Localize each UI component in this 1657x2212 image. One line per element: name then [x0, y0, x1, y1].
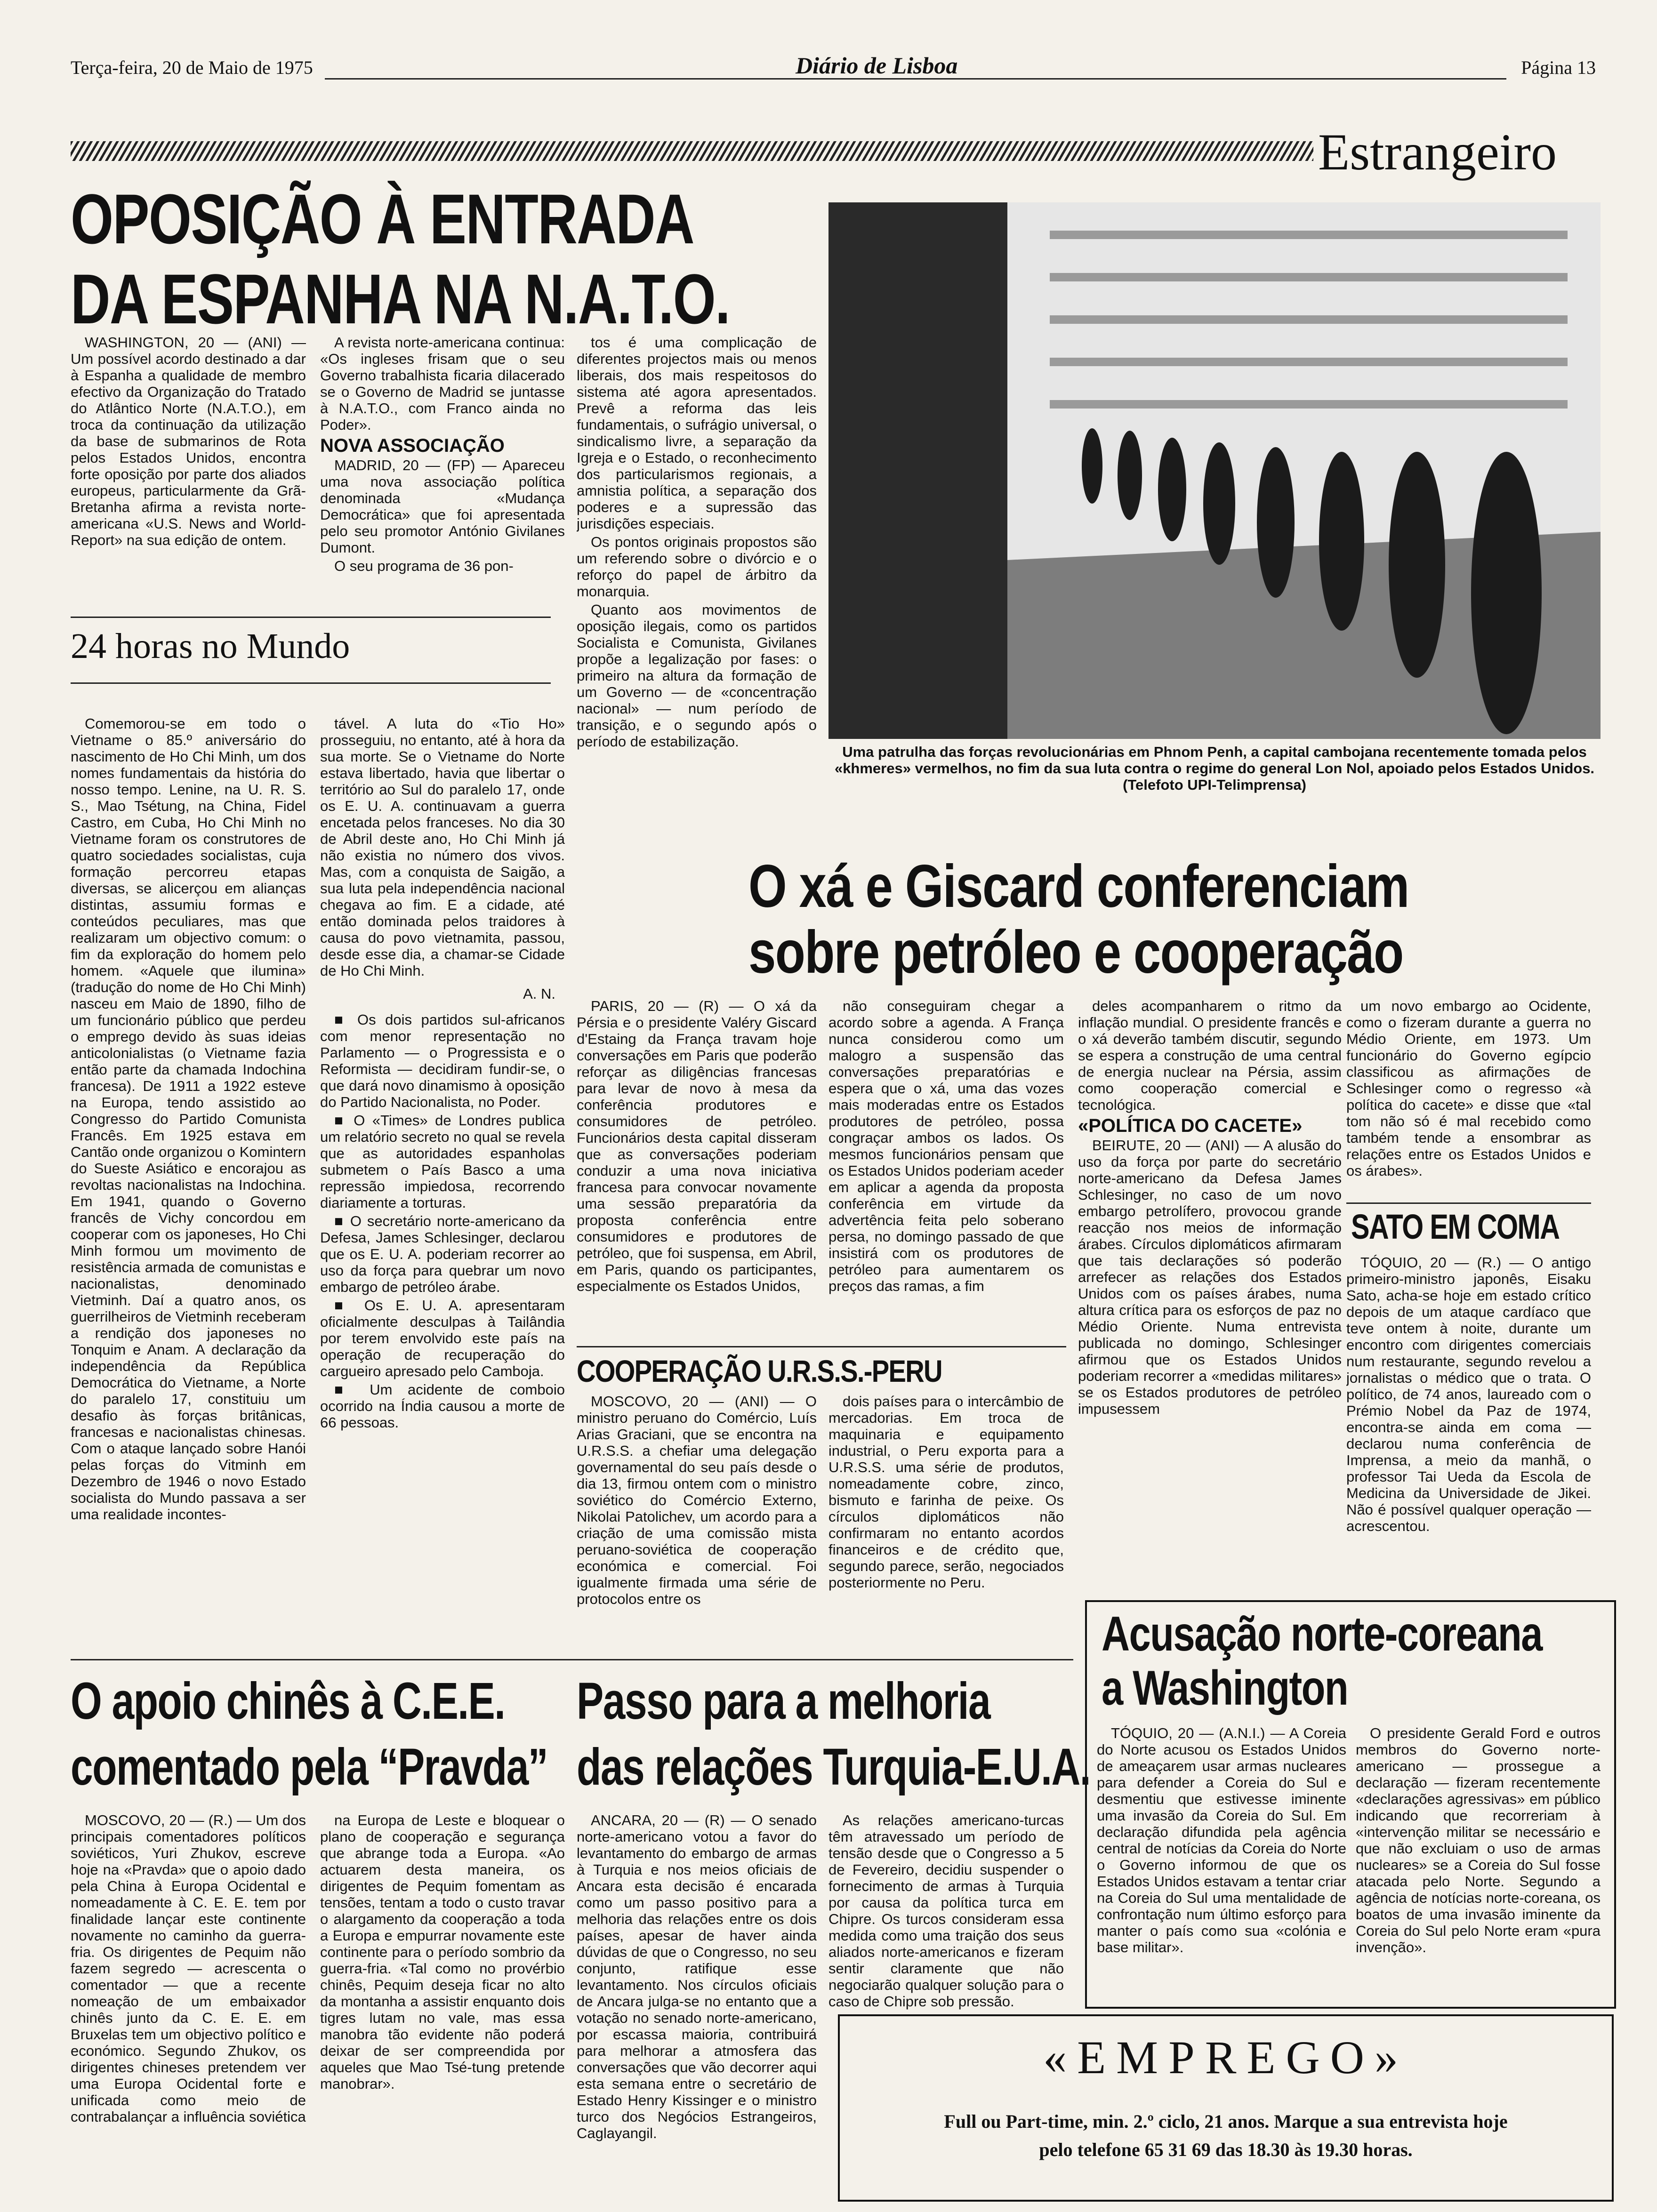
xa-col-1 [577, 998, 817, 1337]
photo-caption: Uma patrulha das forças revolucionárias em Phnom Penh, a capital cambojana recentemente tomada pelos «khmeres» vermelhos, no fim da sua luta contra o regime do general Lon Nol, apoiado pelos Estados Unidos. (Telefoto UPI-Telimprensa) [834, 744, 1595, 793]
mundo-brief-5: ■ Um acidente de comboio ocorrido na Índia causou a morte de 66 pessoas. [320, 1381, 565, 1431]
coreia-col-1 [1097, 1725, 1346, 1998]
page-header [71, 52, 1596, 80]
coreia-col-1-text: TÓQUIO, 20 — (A.N.I.) — A Coreia do Norte acusou os Estados Unidos de ameaçarem usar armas nucleares para defender a Coreia do Sul e desmentiu que estivesse iminente uma invasão da Coreia do Sul. Em declaração difundida pela agência central de notícias da Coreia do Norte o Governo informou de que os Estados Unidos estavam a tentar criar na Coreia do Sul uma mentalidade de confrontação num último esforço para manter o país como sua «colónia e base militar». [1097, 1725, 1346, 1956]
turquia-headline-1: Passo para a melhoria [577, 1672, 990, 1730]
nato-headline-1: OPOSIÇÃO À ENTRADA [71, 179, 694, 258]
nato-headline-2: DA ESPANHA NA N.A.T.O. [71, 259, 730, 338]
peru-rule [577, 1346, 1066, 1347]
section-hatch-bar [71, 141, 1313, 161]
nato-col-2 [320, 334, 565, 612]
turquia-col-2-text: As relações americano-turcas têm atravessado um período de tensão desde que o Congresso a 5 de Fevereiro, decidiu suspender o fornecimento de armas à Turquia por causa da política turca em Chipre. Os turcos consideram essa medida como uma traição dos seus aliados norte-americanos e fizeram sentir claramente que não negociarão qualquer solução para o caso de Chipre sob pressão. [828, 1812, 1064, 2010]
mundo-brief-2: ■ O «Times» de Londres publica um relatório secreto no qual se revela que as autoridades espanholas submetem o País Basco a uma repressão impiedosa, recorrendo diariamente a torturas. [320, 1112, 565, 1211]
coreia-col-2 [1356, 1725, 1601, 1998]
turquia-col-1-text: ANCARA, 20 — (R) — O senado norte-americano votou a favor do levantamento do embargo de armas à Turquia e nos meios oficiais de Ancara esta decisão é encarada como um passo positivo para a melhoria das relações entre os dois países, apesar de haver ainda dúvidas de que o Congresso, no seu conjunto, ratifique esse levantamento. Nos círculos oficiais de Ancara julga-se no entanto que a votação no senado norte-americano, por escassa maioria, contribuirá para melhorar a atmosfera das conversações que vão decorrer aqui esta semana entre o secretário de Estado Henry Kissinger e o ministro turco dos Negócios Estrangeiros, Caglayangil. [577, 1812, 817, 2141]
mundo-rule-top [71, 617, 551, 618]
xa-col-1-text: PARIS, 20 — (R) — O xá da Pérsia e o presidente Valéry Giscard d'Estaing da França travam hoje conversações em Paris que poderão reforçar as diligências francesas para levar de novo à mesa da conferência produtores e consumidores de petróleo. Funcionários desta capital disseram que as conversações poderiam conduzir a uma nova iniciativa francesa para convocar novamente uma sessão preparatória da proposta conferência entre consumidores e produtores de petróleo, que foi suspensa, em Abril, em Paris, quando os participantes, especialmente os Estados Unidos, [577, 998, 817, 1294]
mundo-title: 24 horas no Mundo [71, 626, 350, 666]
masthead: Diário de Lisboa [796, 52, 958, 79]
mundo-col-2 [320, 715, 565, 1661]
mundo-brief-1: ■ Os dois partidos sul-africanos com menor representação no Parlamento — o Progressista e o Reformista — decidiram fundir-se, o que dará novo dinamismo à oposição do Partido Nacionalista, no Poder. [320, 1011, 565, 1110]
xa-col-3a-text: deles acompanharem o ritmo da inflação mundial. O presidente francês e o xá deverão também discutir, segundo se espera a construção de uma central de energia nuclear na Pérsia, assim como cooperação comercial e tecnológica. [1078, 998, 1342, 1113]
sato-body-text: TÓQUIO, 20 — (R.) — O antigo primeiro-ministro japonês, Eisaku Sato, acha-se hoje em estado crítico depois de um ataque cardíaco que teve ontem à noite, durante um encontro com dirigentes comerciais num restaurante, segundo revelou a jornalistas o médico que o trata. O político, de 74 anos, laureado com o Prémio Nobel da Paz de 1974, encontra-se ainda em coma — declarou numa conferência de Imprensa, a meio da manhã, o professor Tai Ueda da Escola de Medicina da Universidade de Jikei. Não é possível qualquer operação — acrescentou. [1346, 1254, 1591, 1534]
sato-rule [1346, 1202, 1591, 1204]
china-headline-1: O apoio chinês à C.E.E. [71, 1672, 505, 1730]
issue-date: Terça-feira, 20 de Maio de 1975 [71, 57, 313, 78]
nato-col-2b-text: MADRID, 20 — (FP) — Apareceu uma nova associação política denominada «Mudança Democrática» que foi apresentada pelo seu promotor António Givilanes Dumont. [320, 457, 565, 556]
peru-col-1-text: MOSCOVO, 20 — (ANI) — O ministro peruano do Comércio, Luís Arias Graciani, que se encontra na U.R.S.S. a chefiar uma delegação governamental do seu país desde o dia 13, firmou ontem com o ministro soviético do Comércio Externo, Nikolai Patolichev, um acordo para a criação de uma comissão mista peruano-soviética de cooperação económica e comercial. Foi igualmente firmada uma série de protocolos entre os [577, 1393, 817, 1607]
mundo-col-2-text: tável. A luta do «Tio Ho» prosseguiu, no entanto, até à hora da sua morte. Se o Vietname do Norte estava libertado, havia que libertar o território ao Sul do paralelo 17, onde os E. U. A. continuavam a guerra encetada pelos franceses. No dia 30 de Abril deste ano, Ho Chi Minh já não existia no número dos vivos. Mas, com a conquista de Saigão, a sua luta pela independência nacional chegava ao fim. E a cidade, até então dominada pelos traidores à causa do povo vietnamita, passou, desde esse dia, a chamar-se Cidade de Ho Chi Minh. [320, 715, 565, 979]
china-col-1-text: MOSCOVO, 20 — (R.) — Um dos principais comentadores políticos soviéticos, Yuri Zhukov, escreve hoje na «Pravda» que o apoio dado pela China à Europa Ocidental e nomeadamente à C. E. E. tem por finalidade lançar este continente novamente no caminho da guerra-fria. Os dirigentes de Pequim não fazem segredo — acrescenta o comentador — que a recente nomeação de um embaixador chinês junto da C. E. E. em Bruxelas tem um objectivo político e económico. Segundo Zhukov, os dirigentes chineses pretendem ver uma Europa Ocidental forte e unificada como meio de contrabalançar a influência soviética [71, 1812, 306, 2125]
sato-body [1346, 1254, 1591, 1593]
mundo-rule-bottom [71, 682, 551, 684]
nato-subhead: NOVA ASSOCIAÇÃO [320, 435, 505, 456]
mundo-col-1-text: Comemorou-se em todo o Vietname o 85.º aniversário do nascimento de Ho Chi Minh, um dos nomes fundamentais da história do nosso tempo. Lenine, na U. R. S. S., Mao Tsétung, na China, Fidel Castro, em Cuba, Ho Chi Minh no Vietname foram os construtores de quatro sociedades socialistas, cuja formação percorreu etapas diversas, se alicerçou em alianças distintas, assumiu formas e conteúdos peculiares, mas que realizaram um objectivo comum: o fim da exploração do homem pelo homem. «Aquele que ilumina» (tradução do nome de Ho Chi Minh) nasceu em Maio de 1890, filho de um funcionário público que perdeu o emprego devido às suas ideias anticolonialistas (o Vietname fazia então parte da chamada Indochina francesa). De 1911 a 1922 esteve na Europa, tendo assistido ao Congresso do Partido Comunista Francês. Em 1925 estava em Cantão onde organizou o Komintern do Sueste Asiático e encorajou as revoltas nacionalistas na Indochina. Em 1941, quando o Governo francês de Vichy concordou em cooperar com os japoneses, Ho Chi Minh formou um movimento de resistência armada de comunistas e nacionalistas, denominado Vietminh. Daí a quatro anos, os guerrilheiros de Vietminh receberam a rendição dos japoneses no Tonquim e Anam. A declaração da independência da República Democrática do Vietname, a Norte do paralelo 17, constituiu um desafio às forças britânicas, francesas e nacionalistas chinesas. Com o ataque lançado sobre Hanói pelas forças do Vitminh em Dezembro de 1946 o novo Estado socialista do Mundo passava a ser uma realidade incontes- [71, 715, 306, 1523]
peru-col-1 [577, 1393, 817, 1657]
nato-col-1 [71, 334, 306, 612]
page-number: Página 13 [1521, 57, 1596, 78]
nato-col-3c-text: Quanto aos movimentos de oposição ilegais, como os partidos Socialista e Comunista, Givilanes propõe a legalização por fases: o primeiro na altura da formação de um Governo — de «concentração nacional» — num período de transição, e o segundo após o período de estabilização. [577, 601, 817, 750]
xa-col-3 [1078, 998, 1342, 1591]
emprego-ad [838, 2014, 1614, 2202]
coreia-headline-1: Acusação norte-coreana [1102, 1607, 1542, 1661]
lower-rule [71, 1659, 1073, 1660]
turquia-headline-2: das relações Turquia-E.U.A. [577, 1738, 1091, 1796]
coreia-col-2-text: O presidente Gerald Ford e outros membros do Governo norte-americano — prossegue a declaração — fizeram recentemente «declarações agressivas» em público indicando que recorreriam à «intervenção militar se necessário e que não excluiam o uso de armas nucleares» se a Coreia do Sul fosse atacada pelo Norte. Segundo a agência de notícias norte-coreana, os boatos de uma invasão iminente da Coreia do Sul pelo Norte eram «pura invenção». [1356, 1725, 1601, 1956]
mundo-brief-3: ■ O secretário norte-americano da Defesa, James Schlesinger, declarou que os E. U. A. poderiam recorrer ao uso da força para quebrar um novo embargo de petróleo árabe. [320, 1213, 565, 1295]
coreia-headline-2: a Washington [1102, 1661, 1348, 1715]
peru-col-2-text: dois países para o intercâmbio de mercadorias. Em troca de maquinaria e equipamento industrial, o Peru exporta para a U.R.S.S. uma série de produtos, nomeadamente cobre, zinco, bismuto e farinha de peixe. Os círculos diplomáticos não confirmaram no entanto acordos financeiros e de crédito que, segundo parece, serão, negociados posteriormente no Peru. [828, 1393, 1064, 1591]
china-col-1 [71, 1812, 306, 2203]
nato-col-3a-text: tos é uma complicação de diferentes projectos mais ou menos liberais, dos mais respeitosos do sistema até agora apresentados. Prevê a reforma das leis fundamentais, o sufrágio universal, o sindicalismo livre, a separação da Igreja e o Estado, o reconhecimento dos particularismos regionais, a amnistia política, a separação dos poderes e a supressão das jurisdições especiais. [577, 334, 817, 532]
mundo-col-1 [71, 715, 306, 1661]
xa-col-2-text: não conseguiram chegar a acordo sobre a agenda. A França nunca considerou como um malogro a suspensão das conversações preparatórias e espera que o xá, uma das vozes mais moderadas entre os Estados produtores de petróleo, possa congraçar ambos os lados. Os mesmos funcionários pensam que os Estados Unidos poderiam aceder em aplicar a agenda da proposta conferência em virtude da advertência feita pelo soberano persa, no domingo passado de que insistirá com os produtores de petróleo para aumentarem os preços das ramas, a fim [828, 998, 1064, 1294]
turquia-col-1 [577, 1812, 817, 2203]
sato-headline: SATO EM COMA [1351, 1207, 1560, 1246]
emprego-line-1: Full ou Part-time, min. 2.º ciclo, 21 anos. Marque a sua entrevista hoje [944, 2111, 1508, 2132]
section-title: Estrangeiro [1318, 123, 1557, 181]
xa-headline-1: O xá e Giscard conferenciam [748, 853, 1409, 920]
xa-headline-2: sobre petróleo e cooperação [748, 919, 1403, 986]
politica-subhead: «POLÍTICA DO CACETE» [1078, 1115, 1303, 1136]
mundo-signature: A. N. [523, 986, 555, 1002]
nato-col-1-text: WASHINGTON, 20 — (ANI) — Um possível acordo destinado a dar à Espanha a qualidade de membro efectivo da Organização do Tratado do Atlântico Norte (N.A.T.O.), em troca da continuação da utilização da base de submarinos de Rota pelos Estados Unidos, encontra forte oposição por parte dos aliados europeus, particularmente da Grã-Bretanha afirma a revista norte-americana «U.S. News and World-Report» na sua edição de ontem. [71, 334, 306, 548]
news-photo [828, 202, 1601, 739]
xa-col-4 [1346, 998, 1591, 1195]
nato-col-2a-text: A revista norte-americana continua: «Os ingleses frisam que o seu Governo trabalhista ficaria dilacerado se o Governo de Madrid se juntasse à N.A.T.O., com Franco ainda no Poder». [320, 334, 565, 433]
patrol-photo-illustration [828, 202, 1601, 739]
peru-headline: COOPERAÇÃO U.R.S.S.-PERU [577, 1354, 942, 1388]
xa-col-3b-text: BEIRUTE, 20 — (ANI) — A alusão do uso da força por parte do secretário norte-americano da Defesa James Schlesinger, no caso de um novo embargo petrolífero, provocou grande reacção nos meios de informação árabes. Círculos diplomáticos afirmaram que tais declarações só poderão arrefecer as relações dos Estados Unidos com os países árabes, numa altura crítica para os esforços de paz no Médio Oriente. Numa entrevista publicada no domingo, Schlesinger afirmou que os Estados Unidos poderiam recorrer a «medidas militares» se os Estados produtores de petróleo impusessem [1078, 1137, 1342, 1417]
emprego-title: «EMPREGO» [1043, 2031, 1408, 2084]
china-headline-2: comentado pela “Pravda” [71, 1738, 548, 1796]
nato-col-3b-text: Os pontos originais propostos são um referendo sobre o divórcio e o reforço do papel de árbitro da monarquia. [577, 534, 817, 600]
emprego-line-2: pelo telefone 65 31 69 das 18.30 às 19.30 horas. [1039, 2139, 1413, 2160]
xa-col-4-text: um novo embargo ao Ocidente, como o fizeram durante a guerra no Médio Oriente, em 1973. Um funcionário do Governo egípcio classificou as afirmações de Schlesinger como o regresso «à política do cacete» e disse que «tal tom não só é mal recebido como também tende a ensombrar as relações entre os Estados Unidos e os árabes». [1346, 998, 1591, 1179]
peru-col-2 [828, 1393, 1064, 1657]
mundo-brief-4: ■ Os E. U. A. apresentaram oficialmente desculpas à Tailândia por terem envolvido este país na operação de recuperação do cargueiro apresado pelo Camboja. [320, 1297, 565, 1379]
nato-col-3 [577, 334, 817, 809]
china-col-2-text: na Europa de Leste e bloquear o plano de cooperação e segurança que abrange toda a Europa. «Ao actuarem desta maneira, os dirigentes de Pequim fomentam as tensões, tentam a todo o custo travar o alargamento da cooperação a toda a Europa e empurrar novamente este continente para o período sombrio da guerra-fria. «Tal como no provérbio chinês, Pequim deseja ficar no alto da montanha a assistir enquanto dois tigres lutam no vale, mas essa manobra tão evidente não poderá deixar de ser compreendida por aqueles que Mao Tsé-tung pretende manobrar». [320, 1812, 565, 2092]
china-col-2 [320, 1812, 565, 2203]
xa-col-2 [828, 998, 1064, 1337]
nato-col-2c-text: O seu programa de 36 pon- [334, 558, 514, 574]
